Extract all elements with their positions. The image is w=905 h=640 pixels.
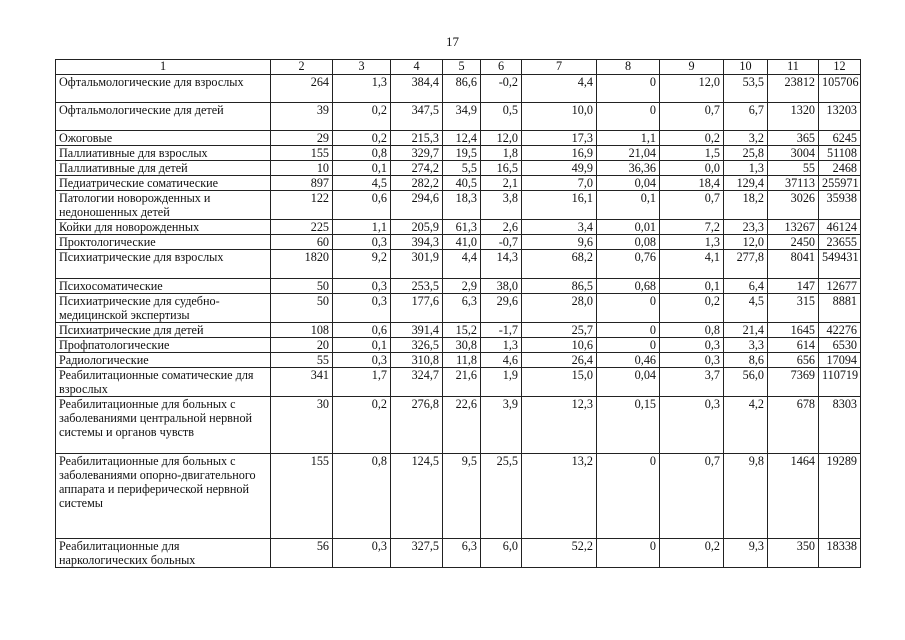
cell-col-6: 16,5 (481, 161, 522, 176)
cell-col-11: 3004 (768, 146, 819, 161)
cell-col-12: 255971 (819, 176, 861, 191)
cell-col-7: 13,2 (522, 454, 597, 539)
cell-col-8: 21,04 (597, 146, 660, 161)
cell-col-4: 276,8 (391, 397, 443, 454)
cell-col-11: 1464 (768, 454, 819, 539)
column-header-8: 8 (597, 60, 660, 75)
row-label: Психиатрические для детей (56, 323, 271, 338)
cell-col-7: 3,4 (522, 220, 597, 235)
cell-col-7: 9,6 (522, 235, 597, 250)
cell-col-6: 25,5 (481, 454, 522, 539)
cell-col-3: 0,1 (333, 161, 391, 176)
table-row (56, 294, 861, 323)
row-label: Реабилитационные для больных с заболеваниями опорно-двигательного аппарата и периферической нервной системы (56, 454, 271, 539)
cell-col-3: 0,3 (333, 279, 391, 294)
cell-col-8: 0,76 (597, 250, 660, 279)
row-label: Реабилитационные для больных с заболеваниями центральной нервной системы и органов чувств (56, 397, 271, 454)
table-row (56, 279, 861, 294)
cell-col-11: 614 (768, 338, 819, 353)
cell-col-5: 34,9 (443, 103, 481, 131)
column-header-11: 11 (768, 60, 819, 75)
cell-col-7: 28,0 (522, 294, 597, 323)
cell-col-10: 56,0 (724, 368, 768, 397)
row-label: Паллиативные для взрослых (56, 146, 271, 161)
cell-col-4: 274,2 (391, 161, 443, 176)
column-header-12: 12 (819, 60, 861, 75)
cell-col-8: 0 (597, 323, 660, 338)
cell-col-3: 0,1 (333, 338, 391, 353)
cell-col-7: 16,9 (522, 146, 597, 161)
cell-col-6: 4,6 (481, 353, 522, 368)
cell-col-2: 29 (271, 131, 333, 146)
table-header (56, 60, 861, 75)
cell-col-10: 9,3 (724, 539, 768, 568)
cell-col-10: 6,7 (724, 103, 768, 131)
cell-col-12: 46124 (819, 220, 861, 235)
cell-col-6: 1,8 (481, 146, 522, 161)
table-row (56, 146, 861, 161)
column-header-7: 7 (522, 60, 597, 75)
cell-col-8: 0 (597, 539, 660, 568)
cell-col-2: 341 (271, 368, 333, 397)
cell-col-6: 0,5 (481, 103, 522, 131)
cell-col-11: 1645 (768, 323, 819, 338)
cell-col-12: 6245 (819, 131, 861, 146)
cell-col-5: 4,4 (443, 250, 481, 279)
row-label: Педиатрические соматические (56, 176, 271, 191)
cell-col-11: 656 (768, 353, 819, 368)
cell-col-12: 6530 (819, 338, 861, 353)
cell-col-9: 18,4 (660, 176, 724, 191)
cell-col-7: 25,7 (522, 323, 597, 338)
cell-col-4: 347,5 (391, 103, 443, 131)
cell-col-9: 0,7 (660, 454, 724, 539)
cell-col-12: 17094 (819, 353, 861, 368)
cell-col-12: 110719 (819, 368, 861, 397)
table-row (56, 323, 861, 338)
cell-col-7: 86,5 (522, 279, 597, 294)
cell-col-8: 0,01 (597, 220, 660, 235)
cell-col-5: 2,9 (443, 279, 481, 294)
cell-col-6: 1,9 (481, 368, 522, 397)
cell-col-10: 4,2 (724, 397, 768, 454)
column-header-3: 3 (333, 60, 391, 75)
row-label: Реабилитационные соматические для взрослых (56, 368, 271, 397)
cell-col-8: 1,1 (597, 131, 660, 146)
table-row (56, 191, 861, 220)
row-label: Психосоматические (56, 279, 271, 294)
cell-col-9: 4,1 (660, 250, 724, 279)
cell-col-11: 147 (768, 279, 819, 294)
cell-col-8: 0,46 (597, 353, 660, 368)
cell-col-9: 0,3 (660, 353, 724, 368)
cell-col-5: 40,5 (443, 176, 481, 191)
cell-col-12: 12677 (819, 279, 861, 294)
cell-col-2: 30 (271, 397, 333, 454)
cell-col-5: 30,8 (443, 338, 481, 353)
cell-col-3: 0,2 (333, 397, 391, 454)
cell-col-12: 42276 (819, 323, 861, 338)
cell-col-11: 365 (768, 131, 819, 146)
cell-col-7: 49,9 (522, 161, 597, 176)
cell-col-5: 6,3 (443, 539, 481, 568)
cell-col-5: 11,8 (443, 353, 481, 368)
cell-col-2: 1820 (271, 250, 333, 279)
cell-col-6: 1,3 (481, 338, 522, 353)
column-header-6: 6 (481, 60, 522, 75)
cell-col-6: 2,1 (481, 176, 522, 191)
cell-col-6: 3,9 (481, 397, 522, 454)
cell-col-4: 215,3 (391, 131, 443, 146)
cell-col-12: 8881 (819, 294, 861, 323)
cell-col-12: 2468 (819, 161, 861, 176)
cell-col-9: 1,3 (660, 235, 724, 250)
cell-col-10: 18,2 (724, 191, 768, 220)
cell-col-5: 5,5 (443, 161, 481, 176)
cell-col-2: 60 (271, 235, 333, 250)
row-label: Ожоговые (56, 131, 271, 146)
cell-col-4: 294,6 (391, 191, 443, 220)
cell-col-7: 10,6 (522, 338, 597, 353)
cell-col-8: 36,36 (597, 161, 660, 176)
cell-col-10: 4,5 (724, 294, 768, 323)
cell-col-4: 384,4 (391, 75, 443, 103)
cell-col-2: 50 (271, 294, 333, 323)
cell-col-10: 129,4 (724, 176, 768, 191)
cell-col-5: 21,6 (443, 368, 481, 397)
cell-col-11: 8041 (768, 250, 819, 279)
cell-col-8: 0,1 (597, 191, 660, 220)
cell-col-3: 0,6 (333, 323, 391, 338)
row-label: Офтальмологические для взрослых (56, 75, 271, 103)
cell-col-9: 0,2 (660, 131, 724, 146)
cell-col-5: 86,6 (443, 75, 481, 103)
cell-col-10: 53,5 (724, 75, 768, 103)
cell-col-4: 124,5 (391, 454, 443, 539)
cell-col-10: 25,8 (724, 146, 768, 161)
bed-statistics-table (55, 59, 861, 568)
cell-col-3: 0,3 (333, 539, 391, 568)
cell-col-8: 0 (597, 338, 660, 353)
cell-col-8: 0 (597, 294, 660, 323)
cell-col-9: 3,7 (660, 368, 724, 397)
table-row (56, 131, 861, 146)
column-header-9: 9 (660, 60, 724, 75)
cell-col-7: 16,1 (522, 191, 597, 220)
cell-col-7: 12,3 (522, 397, 597, 454)
cell-col-7: 17,3 (522, 131, 597, 146)
cell-col-11: 13267 (768, 220, 819, 235)
cell-col-2: 50 (271, 279, 333, 294)
table-row (56, 176, 861, 191)
cell-col-5: 12,4 (443, 131, 481, 146)
cell-col-2: 155 (271, 146, 333, 161)
cell-col-6: -0,2 (481, 75, 522, 103)
cell-col-10: 9,8 (724, 454, 768, 539)
cell-col-9: 0,7 (660, 103, 724, 131)
cell-col-7: 52,2 (522, 539, 597, 568)
column-header-5: 5 (443, 60, 481, 75)
table-row (56, 353, 861, 368)
row-label: Патологии новорожденных и недоношенных детей (56, 191, 271, 220)
cell-col-2: 897 (271, 176, 333, 191)
table-row (56, 539, 861, 568)
cell-col-6: 14,3 (481, 250, 522, 279)
cell-col-2: 10 (271, 161, 333, 176)
cell-col-9: 0,0 (660, 161, 724, 176)
cell-col-6: -0,7 (481, 235, 522, 250)
table-row (56, 235, 861, 250)
table-body (56, 75, 861, 568)
table-row (56, 397, 861, 454)
cell-col-4: 327,5 (391, 539, 443, 568)
cell-col-9: 0,3 (660, 397, 724, 454)
column-header-2: 2 (271, 60, 333, 75)
cell-col-12: 35938 (819, 191, 861, 220)
cell-col-5: 15,2 (443, 323, 481, 338)
cell-col-4: 310,8 (391, 353, 443, 368)
table-row (56, 103, 861, 131)
cell-col-9: 0,2 (660, 539, 724, 568)
cell-col-4: 282,2 (391, 176, 443, 191)
cell-col-2: 39 (271, 103, 333, 131)
cell-col-10: 3,3 (724, 338, 768, 353)
table-row (56, 454, 861, 539)
cell-col-5: 19,5 (443, 146, 481, 161)
cell-col-3: 0,2 (333, 103, 391, 131)
cell-col-6: 29,6 (481, 294, 522, 323)
cell-col-6: 6,0 (481, 539, 522, 568)
cell-col-8: 0,04 (597, 368, 660, 397)
cell-col-3: 1,1 (333, 220, 391, 235)
cell-col-9: 0,2 (660, 294, 724, 323)
cell-col-2: 155 (271, 454, 333, 539)
cell-col-9: 1,5 (660, 146, 724, 161)
cell-col-3: 0,8 (333, 146, 391, 161)
cell-col-4: 394,3 (391, 235, 443, 250)
cell-col-10: 12,0 (724, 235, 768, 250)
cell-col-9: 12,0 (660, 75, 724, 103)
cell-col-4: 391,4 (391, 323, 443, 338)
cell-col-11: 7369 (768, 368, 819, 397)
cell-col-3: 1,7 (333, 368, 391, 397)
cell-col-2: 55 (271, 353, 333, 368)
cell-col-8: 0,68 (597, 279, 660, 294)
cell-col-10: 23,3 (724, 220, 768, 235)
cell-col-2: 225 (271, 220, 333, 235)
cell-col-3: 9,2 (333, 250, 391, 279)
cell-col-7: 68,2 (522, 250, 597, 279)
cell-col-5: 41,0 (443, 235, 481, 250)
cell-col-4: 205,9 (391, 220, 443, 235)
cell-col-5: 9,5 (443, 454, 481, 539)
cell-col-10: 1,3 (724, 161, 768, 176)
cell-col-4: 324,7 (391, 368, 443, 397)
header-row (56, 60, 861, 75)
row-label: Радиологические (56, 353, 271, 368)
cell-col-9: 0,3 (660, 338, 724, 353)
cell-col-2: 108 (271, 323, 333, 338)
cell-col-10: 6,4 (724, 279, 768, 294)
cell-col-12: 13203 (819, 103, 861, 131)
cell-col-3: 1,3 (333, 75, 391, 103)
cell-col-2: 122 (271, 191, 333, 220)
cell-col-8: 0,08 (597, 235, 660, 250)
cell-col-2: 264 (271, 75, 333, 103)
cell-col-11: 678 (768, 397, 819, 454)
cell-col-12: 549431 (819, 250, 861, 279)
cell-col-4: 177,6 (391, 294, 443, 323)
table-row (56, 161, 861, 176)
table-row (56, 250, 861, 279)
cell-col-12: 18338 (819, 539, 861, 568)
cell-col-11: 37113 (768, 176, 819, 191)
table-row (56, 220, 861, 235)
column-header-1: 1 (56, 60, 271, 75)
cell-col-6: 2,6 (481, 220, 522, 235)
cell-col-4: 301,9 (391, 250, 443, 279)
cell-col-10: 277,8 (724, 250, 768, 279)
cell-col-12: 105706 (819, 75, 861, 103)
row-label: Психиатрические для взрослых (56, 250, 271, 279)
cell-col-4: 329,7 (391, 146, 443, 161)
cell-col-12: 23655 (819, 235, 861, 250)
cell-col-3: 0,3 (333, 235, 391, 250)
table-row (56, 338, 861, 353)
cell-col-7: 15,0 (522, 368, 597, 397)
cell-col-10: 3,2 (724, 131, 768, 146)
cell-col-8: 0,04 (597, 176, 660, 191)
cell-col-2: 20 (271, 338, 333, 353)
cell-col-10: 8,6 (724, 353, 768, 368)
row-label: Психиатрические для судебно-медицинской экспертизы (56, 294, 271, 323)
cell-col-7: 7,0 (522, 176, 597, 191)
cell-col-8: 0 (597, 75, 660, 103)
cell-col-9: 7,2 (660, 220, 724, 235)
cell-col-11: 55 (768, 161, 819, 176)
cell-col-3: 4,5 (333, 176, 391, 191)
cell-col-4: 326,5 (391, 338, 443, 353)
cell-col-9: 0,7 (660, 191, 724, 220)
row-label: Офтальмологические для детей (56, 103, 271, 131)
cell-col-3: 0,8 (333, 454, 391, 539)
cell-col-8: 0 (597, 103, 660, 131)
cell-col-6: 38,0 (481, 279, 522, 294)
cell-col-2: 56 (271, 539, 333, 568)
cell-col-11: 315 (768, 294, 819, 323)
cell-col-4: 253,5 (391, 279, 443, 294)
table-row (56, 75, 861, 103)
cell-col-5: 18,3 (443, 191, 481, 220)
cell-col-3: 0,2 (333, 131, 391, 146)
row-label: Проктологические (56, 235, 271, 250)
cell-col-7: 4,4 (522, 75, 597, 103)
cell-col-6: 12,0 (481, 131, 522, 146)
cell-col-10: 21,4 (724, 323, 768, 338)
table-row (56, 368, 861, 397)
row-label: Профпатологические (56, 338, 271, 353)
cell-col-9: 0,8 (660, 323, 724, 338)
cell-col-12: 51108 (819, 146, 861, 161)
cell-col-6: -1,7 (481, 323, 522, 338)
cell-col-11: 350 (768, 539, 819, 568)
cell-col-12: 8303 (819, 397, 861, 454)
row-label: Паллиативные для детей (56, 161, 271, 176)
cell-col-11: 3026 (768, 191, 819, 220)
cell-col-6: 3,8 (481, 191, 522, 220)
column-header-10: 10 (724, 60, 768, 75)
cell-col-5: 61,3 (443, 220, 481, 235)
row-label: Койки для новорожденных (56, 220, 271, 235)
cell-col-8: 0,15 (597, 397, 660, 454)
cell-col-7: 10,0 (522, 103, 597, 131)
cell-col-5: 22,6 (443, 397, 481, 454)
cell-col-3: 0,3 (333, 353, 391, 368)
page-number: 17 (446, 34, 459, 49)
cell-col-5: 6,3 (443, 294, 481, 323)
row-label: Реабилитационные для наркологических больных (56, 539, 271, 568)
cell-col-11: 1320 (768, 103, 819, 131)
cell-col-3: 0,3 (333, 294, 391, 323)
cell-col-8: 0 (597, 454, 660, 539)
cell-col-7: 26,4 (522, 353, 597, 368)
column-header-4: 4 (391, 60, 443, 75)
cell-col-11: 2450 (768, 235, 819, 250)
cell-col-9: 0,1 (660, 279, 724, 294)
cell-col-12: 19289 (819, 454, 861, 539)
cell-col-3: 0,6 (333, 191, 391, 220)
cell-col-11: 23812 (768, 75, 819, 103)
